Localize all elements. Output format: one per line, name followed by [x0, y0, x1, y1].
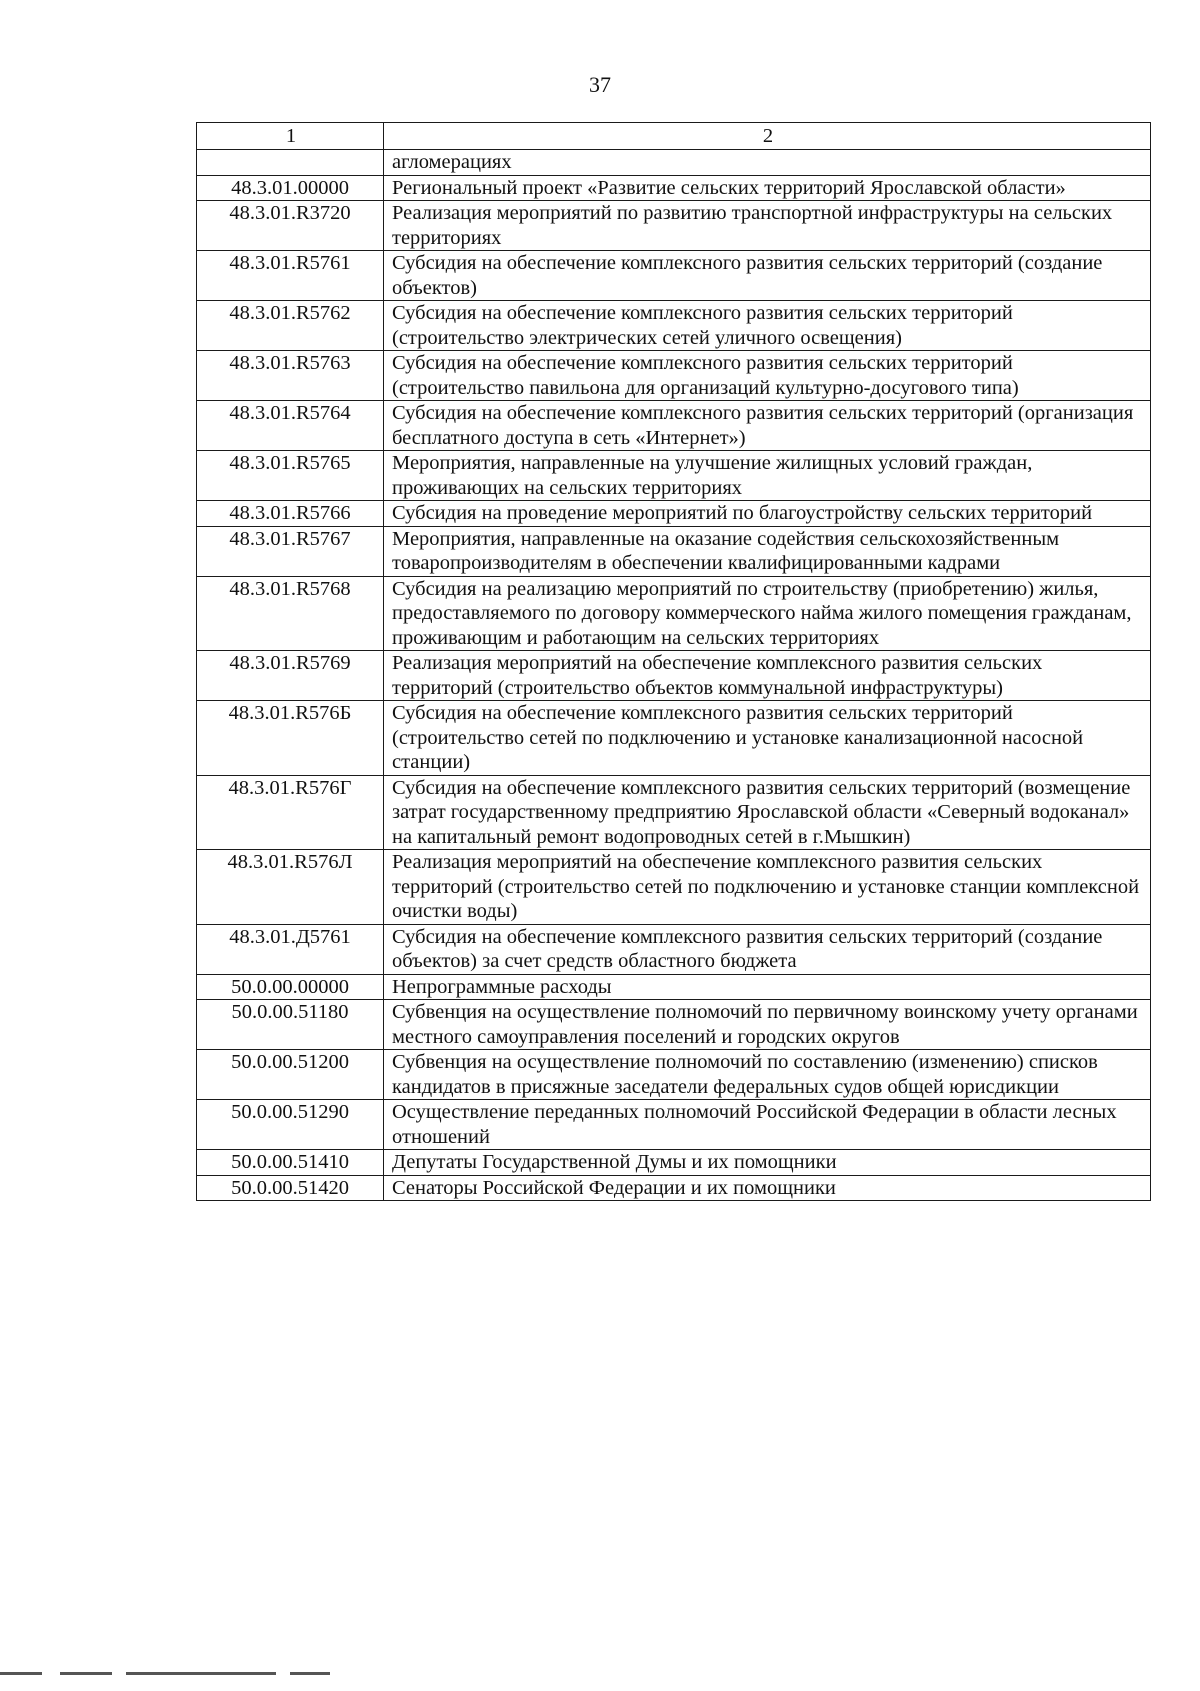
row-name: Мероприятия, направленные на оказание содействия сельскохозяйственным товаропроизводителям в обеспечении квалифицированными кадрами	[384, 526, 1151, 576]
scan-edge-marks	[0, 1672, 380, 1676]
row-code: 48.3.01.R5766	[197, 501, 384, 527]
row-code: 50.0.00.51420	[197, 1175, 384, 1201]
row-code: 50.0.00.00000	[197, 974, 384, 1000]
row-name: Мероприятия, направленные на улучшение жилищных условий граждан, проживающих на сельских территориях	[384, 451, 1151, 501]
row-name: Депутаты Государственной Думы и их помощники	[384, 1150, 1151, 1176]
row-code: 48.3.01.R5765	[197, 451, 384, 501]
row-code: 48.3.01.R576Л	[197, 850, 384, 925]
table-row	[197, 401, 1151, 451]
table-row	[197, 501, 1151, 527]
table-row	[197, 175, 1151, 201]
row-code: 50.0.00.51180	[197, 1000, 384, 1050]
row-name: Реализация мероприятий на обеспечение комплексного развития сельских территорий (строительство объектов коммунальной инфраструктуры)	[384, 651, 1151, 701]
row-code: 48.3.01.Д5761	[197, 924, 384, 974]
table-row	[197, 974, 1151, 1000]
row-name: Сенаторы Российской Федерации и их помощники	[384, 1175, 1151, 1201]
table-row	[197, 576, 1151, 651]
row-code: 48.3.01.R5768	[197, 576, 384, 651]
page-number: 37	[589, 72, 611, 97]
table-row	[197, 201, 1151, 251]
row-code: 48.3.01.R576Г	[197, 775, 384, 850]
row-code: 48.3.01.R5762	[197, 301, 384, 351]
row-name: Субвенция на осуществление полномочий по составлению (изменению) списков кандидатов в присяжные заседатели федеральных судов общей юрисдикции	[384, 1050, 1151, 1100]
row-code: 48.3.01.R5764	[197, 401, 384, 451]
row-name: Непрограммные расходы	[384, 974, 1151, 1000]
row-name: Субсидия на обеспечение комплексного развития сельских территорий (организация бесплатного доступа в сеть «Интернет»)	[384, 401, 1151, 451]
row-name: Субсидия на обеспечение комплексного развития сельских территорий (строительство павильона для организаций культурно-досугового типа)	[384, 351, 1151, 401]
table-row	[197, 1100, 1151, 1150]
row-code: 48.3.01.R5761	[197, 251, 384, 301]
table-row	[197, 1150, 1151, 1176]
column-header-code: 1	[197, 123, 384, 150]
scan-mark	[0, 1672, 42, 1675]
table-row	[197, 651, 1151, 701]
row-code: 48.3.01.R5763	[197, 351, 384, 401]
row-code: 48.3.01.R5769	[197, 651, 384, 701]
row-name: Субсидия на обеспечение комплексного развития сельских территорий (строительство сетей по подключению и установке канализационной насосной станции)	[384, 701, 1151, 776]
row-name: Реализация мероприятий по развитию транспортной инфраструктуры на сельских территориях	[384, 201, 1151, 251]
table-row	[197, 775, 1151, 850]
row-name: Реализация мероприятий на обеспечение комплексного развития сельских территорий (строительство сетей по подключению и установке станции комплексной очистки воды)	[384, 850, 1151, 925]
table-row	[197, 451, 1151, 501]
row-code: 50.0.00.51410	[197, 1150, 384, 1176]
table-row	[197, 251, 1151, 301]
header-row	[197, 123, 1151, 150]
table-row	[197, 301, 1151, 351]
row-code: 50.0.00.51290	[197, 1100, 384, 1150]
table-header	[197, 123, 1151, 150]
table-row	[197, 850, 1151, 925]
scan-mark	[60, 1672, 112, 1675]
row-code: 48.3.01.R5767	[197, 526, 384, 576]
row-name: Субсидия на обеспечение комплексного развития сельских территорий (строительство электрических сетей уличного освещения)	[384, 301, 1151, 351]
row-name: Субсидия на реализацию мероприятий по строительству (приобретению) жилья, предоставляемого по договору коммерческого найма жилого помещения гражданам, проживающим и работающим на сельских территориях	[384, 576, 1151, 651]
scan-mark	[290, 1672, 330, 1675]
row-code: 48.3.01.R3720	[197, 201, 384, 251]
row-name: Региональный проект «Развитие сельских территорий Ярославской области»	[384, 175, 1151, 201]
column-header-name: 2	[384, 123, 1151, 150]
row-name: Субсидия на проведение мероприятий по благоустройству сельских территорий	[384, 501, 1151, 527]
row-name: Субвенция на осуществление полномочий по первичному воинскому учету органами местного самоуправления поселений и городских округов	[384, 1000, 1151, 1050]
table-row	[197, 924, 1151, 974]
row-code	[197, 150, 384, 176]
row-name: агломерациях	[384, 150, 1151, 176]
table-row	[197, 526, 1151, 576]
row-code: 48.3.01.R576Б	[197, 701, 384, 776]
row-name: Субсидия на обеспечение комплексного развития сельских территорий (создание объектов) за счет средств областного бюджета	[384, 924, 1151, 974]
table-row	[197, 150, 1151, 176]
table-row	[197, 351, 1151, 401]
row-name: Субсидия на обеспечение комплексного развития сельских территорий (создание объектов)	[384, 251, 1151, 301]
scan-mark	[126, 1672, 276, 1675]
table-row	[197, 701, 1151, 776]
row-code: 50.0.00.51200	[197, 1050, 384, 1100]
table-body	[197, 150, 1151, 1201]
budget-classification-table	[196, 122, 1151, 1201]
row-code: 48.3.01.00000	[197, 175, 384, 201]
row-name: Осуществление переданных полномочий Российской Федерации в области лесных отношений	[384, 1100, 1151, 1150]
row-name: Субсидия на обеспечение комплексного развития сельских территорий (возмещение затрат государственному предприятию Ярославской области «Северный водоканал» на капитальный ремонт водопроводных сетей в г.Мышкин)	[384, 775, 1151, 850]
table-row	[197, 1050, 1151, 1100]
table-row	[197, 1175, 1151, 1201]
table-row	[197, 1000, 1151, 1050]
